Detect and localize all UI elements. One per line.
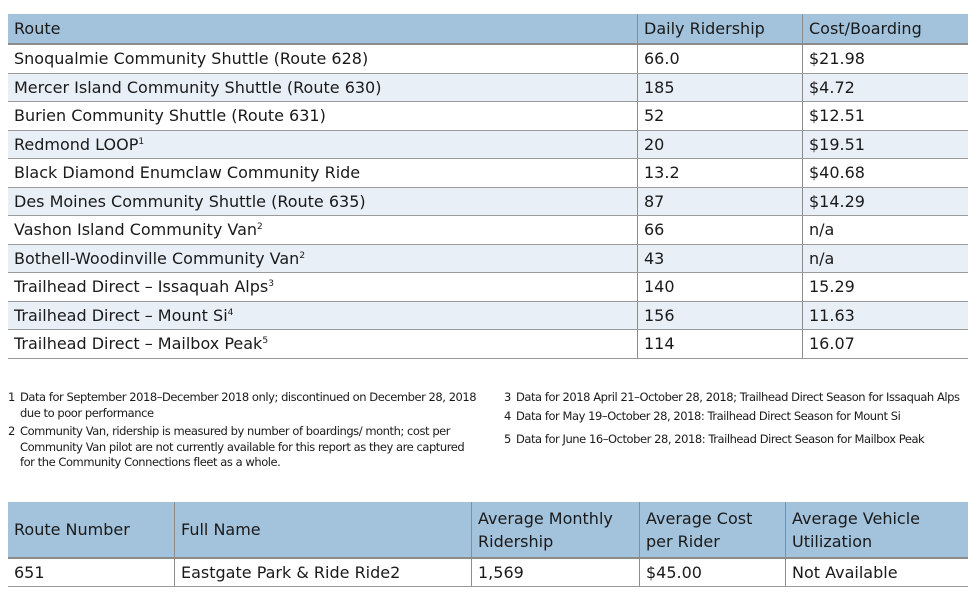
route-label: Burien Community Shuttle (Route 631) — [14, 106, 326, 126]
footnote-ref: 2 — [299, 250, 306, 261]
footnote-number: 2 — [8, 424, 15, 438]
table-row — [8, 102, 968, 131]
route-name — [8, 216, 638, 245]
table-row — [8, 73, 968, 102]
route-name — [8, 73, 638, 102]
cost-boarding: $4.72 — [803, 73, 969, 102]
route-name — [8, 273, 638, 302]
daily-ridership: 156 — [638, 301, 803, 330]
table-row — [8, 130, 968, 159]
table-row — [8, 44, 968, 73]
vehicle-utilization: Not Available — [786, 558, 969, 587]
route-name — [8, 330, 638, 359]
route-label: Trailhead Direct – Issaquah Alps — [14, 277, 269, 297]
route-performance-table — [8, 14, 968, 359]
header-avg-cost-per-rider: Average Cost per Rider — [640, 502, 786, 558]
table-row — [8, 244, 968, 273]
table-row — [8, 159, 968, 188]
cost-boarding: $19.51 — [803, 130, 969, 159]
route-label: Vashon Island Community Van — [14, 220, 258, 240]
cost-boarding: 15.29 — [803, 273, 969, 302]
route-label: Redmond LOOP — [14, 134, 139, 154]
daily-ridership: 52 — [638, 102, 803, 131]
cost-boarding: 16.07 — [803, 330, 969, 359]
route-name — [8, 187, 638, 216]
footnotes-left — [8, 390, 478, 474]
footnote-text: Community Van, ridership is measured by number of boardings/ month; cost per Community Van pilot are not currently available for this report as they are captured for the Community Connections fleet as a whole. — [20, 424, 465, 469]
footnote-5 — [504, 432, 974, 448]
ride2-table — [8, 502, 968, 587]
daily-ridership: 66 — [638, 216, 803, 245]
route-label: Trailhead Direct – Mailbox Peak — [14, 334, 263, 354]
footnote-text: Data for September 2018–December 2018 only; discontinued on December 28, 2018 due to poor performance — [20, 390, 477, 420]
route-name — [8, 301, 638, 330]
footnote-ref: 5 — [262, 336, 269, 347]
cost-boarding: n/a — [803, 216, 969, 245]
route-label: Bothell-Woodinville Community Van — [14, 248, 300, 268]
route-name — [8, 159, 638, 188]
cost-per-rider: $45.00 — [640, 558, 786, 587]
cost-boarding: $21.98 — [803, 44, 969, 73]
cost-boarding: n/a — [803, 244, 969, 273]
header-route: Route — [8, 14, 638, 44]
footnote-3 — [504, 390, 974, 406]
footnote-text: Data for June 16–October 28, 2018: Trailhead Direct Season for Mailbox Peak — [516, 432, 925, 446]
table-row — [8, 187, 968, 216]
footnote-number: 1 — [8, 390, 15, 404]
footnote-number: 5 — [504, 432, 511, 446]
daily-ridership: 43 — [638, 244, 803, 273]
monthly-ridership: 1,569 — [472, 558, 640, 587]
footnote-4 — [504, 409, 974, 425]
cost-boarding: $40.68 — [803, 159, 969, 188]
table-row — [8, 330, 968, 359]
route-name — [8, 130, 638, 159]
footnote-text: Data for May 19–October 28, 2018: Trailhead Direct Season for Mount Si — [516, 408, 901, 423]
route-name — [8, 244, 638, 273]
footnote-ref: 3 — [268, 279, 274, 290]
daily-ridership: 114 — [638, 330, 803, 359]
route-label: Mercer Island Community Shuttle (Route 630) — [14, 77, 382, 97]
cost-boarding: $14.29 — [803, 187, 969, 216]
footnote-1 — [8, 390, 478, 421]
route-name — [8, 102, 638, 131]
footnote-number: 3 — [504, 390, 511, 404]
footnote-ref: 4 — [227, 307, 234, 318]
footnote-2 — [8, 424, 478, 471]
table-row — [8, 216, 968, 245]
header-daily-ridership: Daily Ridership — [638, 14, 803, 44]
daily-ridership: 185 — [638, 73, 803, 102]
table-row — [8, 558, 968, 587]
daily-ridership: 87 — [638, 187, 803, 216]
route-number: 651 — [8, 558, 175, 587]
header-avg-monthly-ridership: Average Monthly Ridership — [472, 502, 640, 558]
cost-boarding: $12.51 — [803, 102, 969, 131]
table-row — [8, 301, 968, 330]
cost-boarding: 11.63 — [803, 301, 969, 330]
header-route-number: Route Number — [8, 502, 175, 558]
daily-ridership: 140 — [638, 273, 803, 302]
footnote-number: 4 — [504, 408, 511, 423]
full-name: Eastgate Park & Ride Ride2 — [175, 558, 472, 587]
footnote-ref: 1 — [138, 136, 145, 147]
route-label: Trailhead Direct – Mount Si — [14, 305, 228, 325]
route-label: Snoqualmie Community Shuttle (Route 628) — [14, 49, 369, 69]
daily-ridership: 13.2 — [638, 159, 803, 188]
daily-ridership: 66.0 — [638, 44, 803, 73]
daily-ridership: 20 — [638, 130, 803, 159]
table-row — [8, 273, 968, 302]
footnotes-right — [504, 390, 974, 451]
footnote-ref: 2 — [257, 222, 263, 233]
footnote-text: Data for 2018 April 21–October 28, 2018; Trailhead Direct Season for Issaquah Alps — [516, 390, 960, 404]
header-cost-boarding: Cost/Boarding — [803, 14, 969, 44]
header-full-name: Full Name — [175, 502, 472, 558]
route-name — [8, 44, 638, 73]
route-label: Des Moines Community Shuttle (Route 635) — [14, 191, 366, 211]
header-avg-vehicle-utilization: Average Vehicle Utilization — [786, 502, 969, 558]
route-label: Black Diamond Enumclaw Community Ride — [14, 163, 361, 183]
